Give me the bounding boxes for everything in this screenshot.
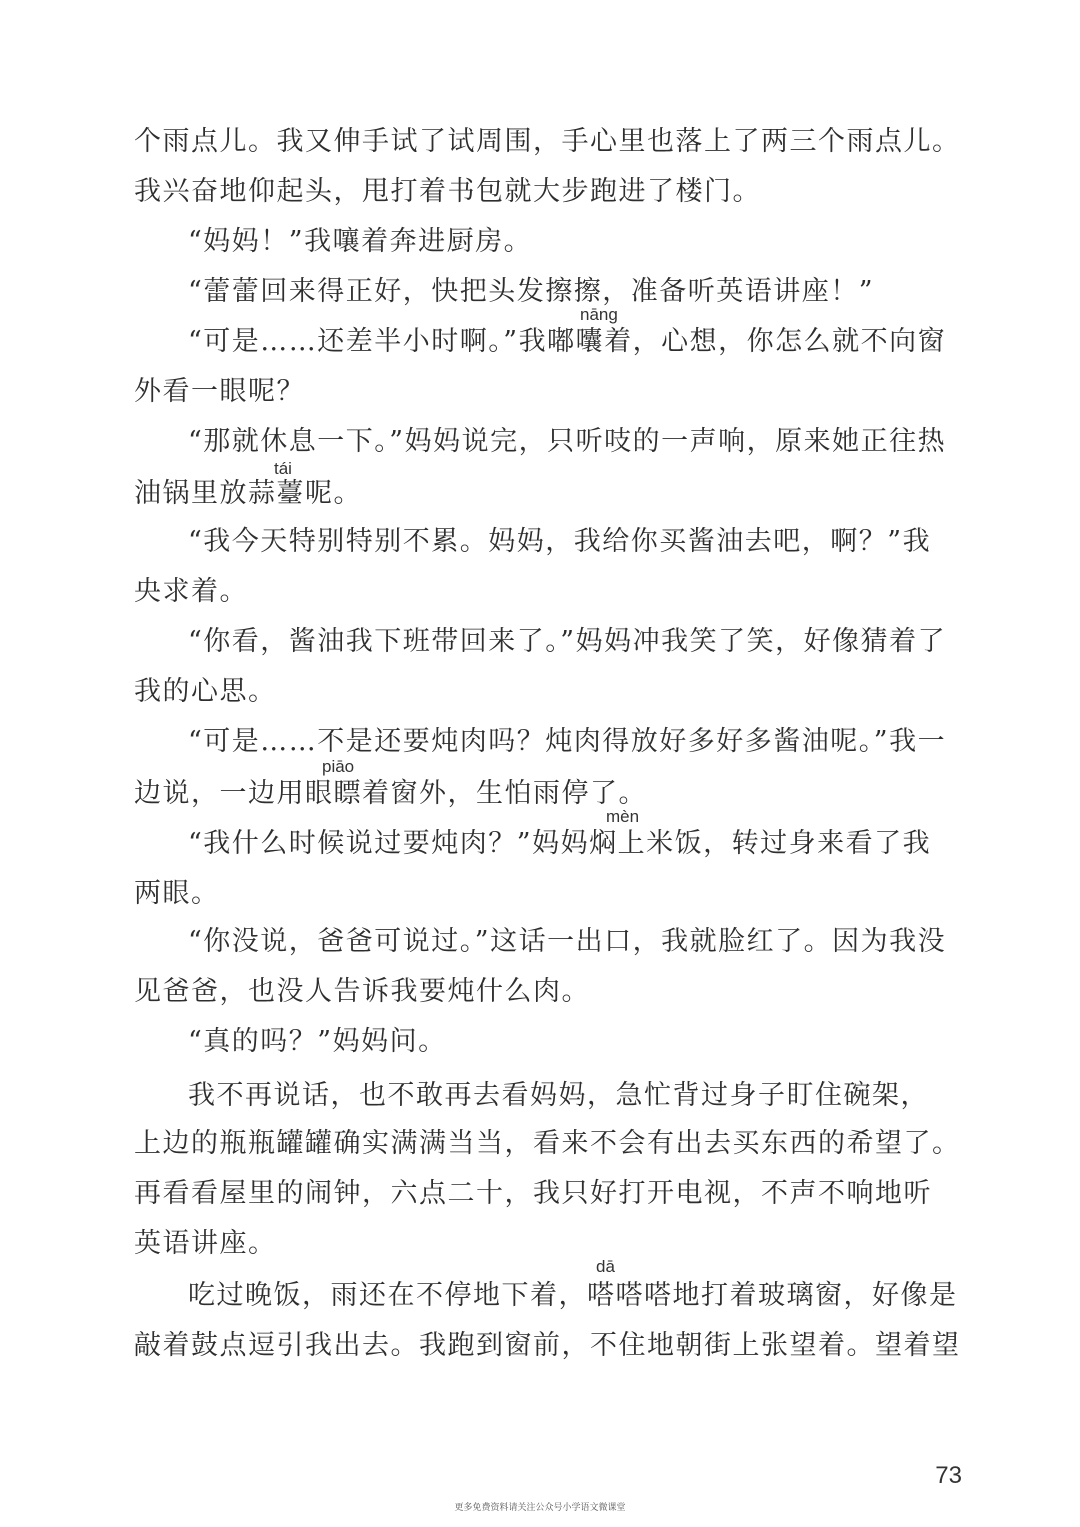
pinyin-annotation: tái <box>274 459 292 478</box>
pinyin-annotation: mèn <box>606 807 640 826</box>
text-line: 央求着。 <box>134 576 248 607</box>
text-line: 边说，一边用眼瞟着窗外，生怕雨停了。 <box>134 778 647 809</box>
text-line: 英语讲座。 <box>134 1228 277 1259</box>
text-line: 个雨点儿。我又伸手试了试周围，手心里也落上了两三个雨点儿。 <box>134 126 961 157</box>
text-line: “我今天特别特别不累。妈妈，我给你买酱油去吧，啊？”我 <box>188 526 932 557</box>
text-line: 外看一眼呢？ <box>134 376 305 407</box>
text-line: 吃过晚饭，雨还在不停地下着，嗒嗒嗒地打着玻璃窗，好像是 <box>188 1280 958 1311</box>
text-line: 敲着鼓点逗引我出去。我跑到窗前，不住地朝街上张望着。望着望 <box>134 1330 961 1361</box>
text-line: 再看看屋里的闹钟，六点二十，我只好打开电视，不声不响地听 <box>134 1178 932 1209</box>
text-line: 我不再说话，也不敢再去看妈妈，急忙背过身子盯住碗架， <box>188 1080 929 1111</box>
pinyin-annotation: piāo <box>322 757 355 776</box>
text-line: 上边的瓶瓶罐罐确实满满当当，看来不会有出去买东西的希望了。 <box>134 1128 961 1159</box>
text-line: “可是……不是还要炖肉吗？炖肉得放好多好多酱油呢。”我一 <box>188 726 947 757</box>
text-line: 见爸爸，也没人告诉我要炖什么肉。 <box>134 976 590 1007</box>
footer-note: 更多免费资料请关注公众号小学语文微课堂 <box>454 1503 626 1513</box>
text-line: “蕾蕾回来得正好，快把头发擦擦，准备听英语讲座！” <box>188 276 875 307</box>
text-line: “那就休息一下。”妈妈说完，只听吱的一声响，原来她正往热 <box>188 426 947 457</box>
text-line: 我兴奋地仰起头，甩打着书包就大步跑进了楼门。 <box>134 176 761 207</box>
pinyin-annotation: dā <box>596 1257 615 1276</box>
page-number: 73 <box>935 1462 962 1489</box>
text-line: “你看，酱油我下班带回来了。”妈妈冲我笑了笑，好像猜着了 <box>188 626 947 657</box>
text-line: “真的吗？”妈妈问。 <box>188 1026 447 1057</box>
text-line: 油锅里放蒜薹呢。 <box>134 478 362 509</box>
pinyin-annotation: nāng <box>580 305 618 324</box>
text-line: “我什么时候说过要炖肉？”妈妈焖上米饭，转过身来看了我 <box>188 828 932 859</box>
text-line: 我的心思。 <box>134 676 277 707</box>
text-line: “你没说，爸爸可说过。”这话一出口，我就脸红了。因为我没 <box>188 926 947 957</box>
text-line: 两眼。 <box>134 878 220 909</box>
text-line: “可是……还差半小时啊。”我嘟囔着，心想，你怎么就不向窗 <box>188 326 947 357</box>
text-line: “妈妈！”我嚷着奔进厨房。 <box>188 226 533 257</box>
